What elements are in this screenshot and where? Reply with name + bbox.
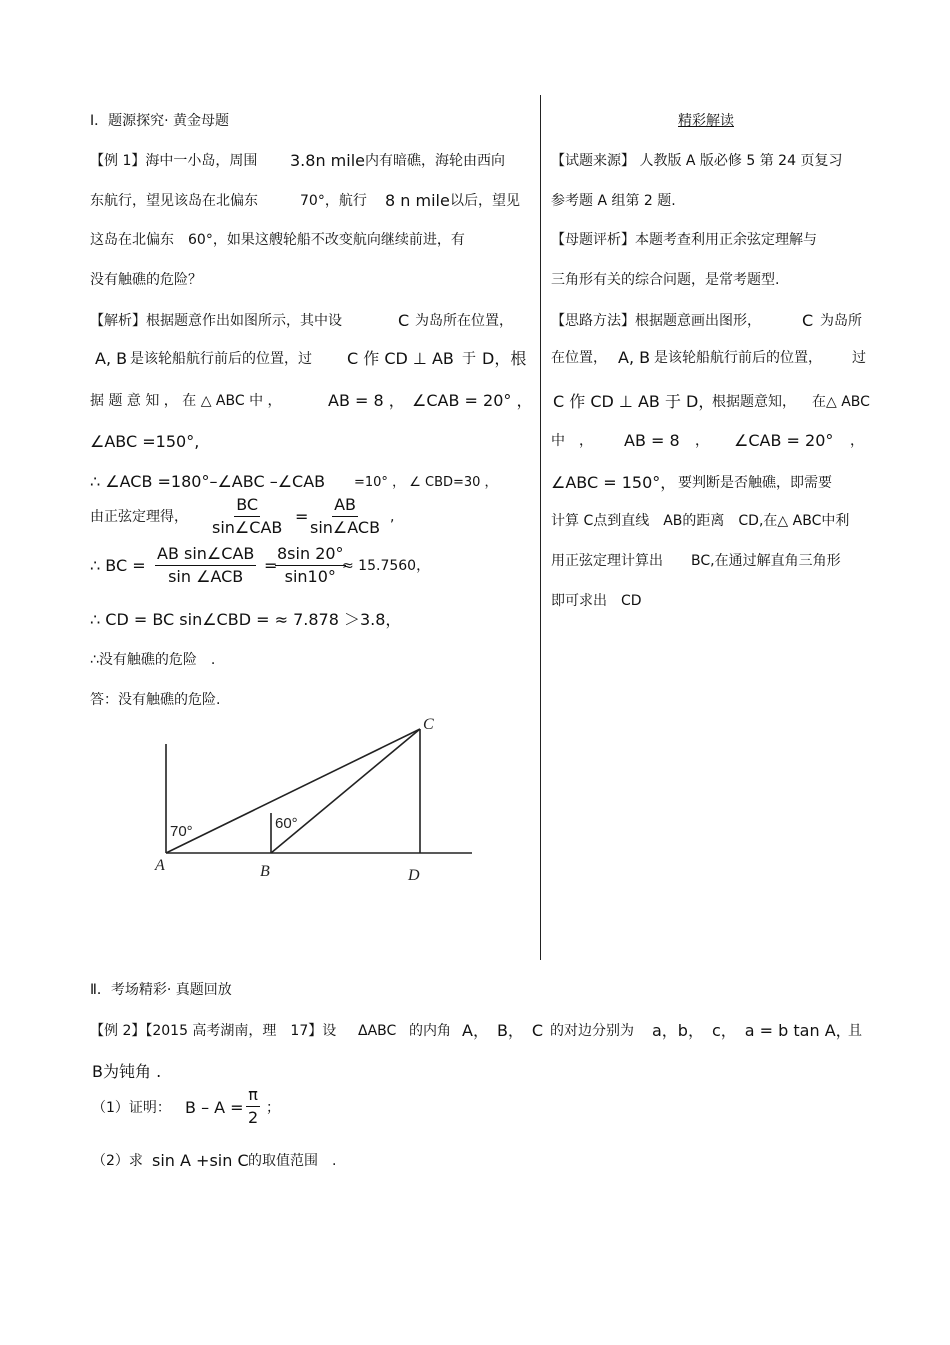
solution-text: 【解析】根据题意作出如图所示，其中设 [90, 313, 342, 329]
evaluation-text: 【母题评析】本题考查利用正余弦定理解与 [551, 232, 817, 248]
method-math: C 作 CD ⊥ AB 于 D， [553, 392, 715, 411]
example2-text: B为钝角 . [92, 1062, 162, 1081]
point-a-label: A [155, 857, 165, 874]
fraction-denominator: sin10° [284, 567, 336, 586]
column-divider [540, 95, 541, 960]
point-b-label: B [260, 863, 270, 880]
example1-angle: 70°，航行 [300, 193, 367, 209]
fraction-denominator: 2 [248, 1108, 259, 1127]
solution-conclusion: ∴没有触礁的危险 . [90, 652, 216, 668]
method-math: A, B [618, 348, 651, 367]
example1-text: 以后，望见 [450, 193, 520, 209]
fraction-bc-over-sin-cab [210, 494, 284, 539]
example2-text: 的对边分别为 [550, 1023, 634, 1039]
angle-a-label: 70° [170, 823, 193, 840]
fraction-numerator: π [246, 1084, 260, 1107]
fraction-denominator: sin ∠ACB [168, 567, 244, 586]
equals-sign: = [295, 507, 309, 526]
source-text: 参考题 A 组第 2 题. [551, 193, 676, 209]
point-d-label: D [408, 867, 420, 884]
fraction-ab-over-sin-acb [308, 494, 382, 539]
fraction-denominator: sin∠ACB [310, 518, 381, 537]
solution-math: ∠ABC =150°, [90, 432, 200, 451]
solution-math: AB = 8 ， [328, 391, 405, 410]
fraction-numerator: AB [332, 494, 358, 517]
solution-math: C 作 CD ⊥ AB [347, 349, 454, 368]
question2-text: 的取值范围 . [248, 1153, 337, 1169]
question2-math: sin A +sin C [152, 1151, 249, 1170]
example2-math: A， B， C [462, 1021, 544, 1040]
solution-math: A, B [95, 349, 128, 368]
method-text: 中 ， [551, 433, 593, 449]
fraction-pi-over-2 [246, 1084, 260, 1129]
solution-math: ∠CAB = 20° ， [412, 391, 533, 410]
method-text: 【思路方法】根据题意画出图形， [551, 313, 761, 329]
method-math: AB = 8 [624, 431, 680, 450]
equals-sign: = [264, 556, 278, 575]
fraction-bc-formula [155, 543, 256, 588]
method-text: 在位置， [551, 350, 607, 366]
method-text: 过 [852, 350, 866, 366]
method-text: 即可求出 CD [551, 593, 642, 609]
solution-math: C [398, 311, 410, 330]
source-text: 【试题来源】 人教版 A 版必修 5 第 24 页复习 [551, 153, 843, 169]
solution-text: 为岛所在位置， [415, 313, 513, 329]
method-math: C [802, 311, 814, 330]
example2-text: 【例 2】【2015 高考湖南，理 17】设 [90, 1023, 337, 1039]
method-text: ， [850, 433, 864, 449]
solution-math: D，根 [482, 349, 527, 368]
section1-heading: Ⅰ．题源探究· 黄金母题 [90, 113, 230, 129]
question2-label: （2）求 [92, 1153, 143, 1169]
example1-distance: 8 n mile [385, 191, 450, 210]
solution-text: 由正弦定理得， [90, 509, 188, 525]
fraction-numerator: 8sin 20° [275, 543, 346, 566]
method-math: ∠CAB = 20° [734, 431, 834, 450]
example2-math: a，b， c， a = b tan A， [652, 1021, 852, 1040]
example1-text: 没有触礁的危险？ [90, 272, 202, 288]
example2-math: ΔABC [358, 1023, 397, 1039]
example1-text: 【例 1】海中一小岛，周围 [90, 153, 258, 169]
fraction-numeric [275, 543, 346, 588]
solution-math: =10° ， ∠ CBD=30 ， [354, 475, 498, 490]
evaluation-text: 三角形有关的综合问题，是常考题型. [551, 272, 780, 288]
solution-text: 据 题 意 知 ， 在 △ ABC 中 ， [90, 393, 282, 409]
question1-label: （1）证明： [92, 1100, 171, 1116]
fraction-numerator: AB sin∠CAB [155, 543, 256, 566]
example1-text: 东航行，望见该岛在北偏东 [90, 193, 258, 209]
method-text: 要判断是否触礁，即需要 [678, 475, 832, 491]
solution-math: ∴ BC = [90, 556, 146, 575]
example2-text: 的内角 [409, 1023, 451, 1039]
question1-math: B – A = [185, 1098, 244, 1117]
method-math: ∠ABC = 150°， [551, 473, 677, 492]
example2-text: 且 [848, 1023, 862, 1039]
method-text: 用正弦定理计算出 BC,在通过解直角三角形 [551, 553, 841, 569]
solution-text: 是该轮船航行前后的位置，过 [130, 351, 312, 367]
angle-b-label: 60° [275, 815, 298, 832]
solution-math: ∴ CD = BC sin∠CBD = ≈ 7.878 ＞3.8， [90, 610, 402, 629]
method-text: 是该轮船航行前后的位置， [654, 350, 822, 366]
solution-result: ≈ 15.7560， [342, 558, 431, 574]
fraction-numerator: BC [234, 494, 260, 517]
method-text: 在△ ABC [812, 394, 870, 410]
method-text: 为岛所 [820, 313, 862, 329]
triangle-figure [150, 712, 480, 892]
method-text: ， [695, 433, 709, 449]
question1-end: ； [266, 1100, 280, 1116]
solution-text: , [390, 509, 395, 525]
example1-distance: 3.8n mile [290, 151, 365, 170]
solution-text: 于 [462, 351, 476, 367]
example1-text: 内有暗礁，海轮由西向 [365, 153, 505, 169]
point-c-label: C [423, 716, 434, 733]
answer-text: 答：没有触礁的危险. [90, 692, 221, 708]
method-text: 计算 C点到直线 AB的距离 CD,在△ ABC中利 [551, 513, 850, 529]
section2-heading: Ⅱ．考场精彩· 真题回放 [90, 982, 232, 998]
right-column-title: 精彩解读 [678, 113, 734, 129]
fraction-denominator: sin∠CAB [212, 518, 283, 537]
solution-math: ∴ ∠ACB =180°–∠ABC –∠CAB [90, 472, 326, 491]
example1-text: 这岛在北偏东 60°，如果这艘轮船不改变航向继续前进，有 [90, 232, 465, 248]
method-text: 根据题意知， [712, 394, 796, 410]
